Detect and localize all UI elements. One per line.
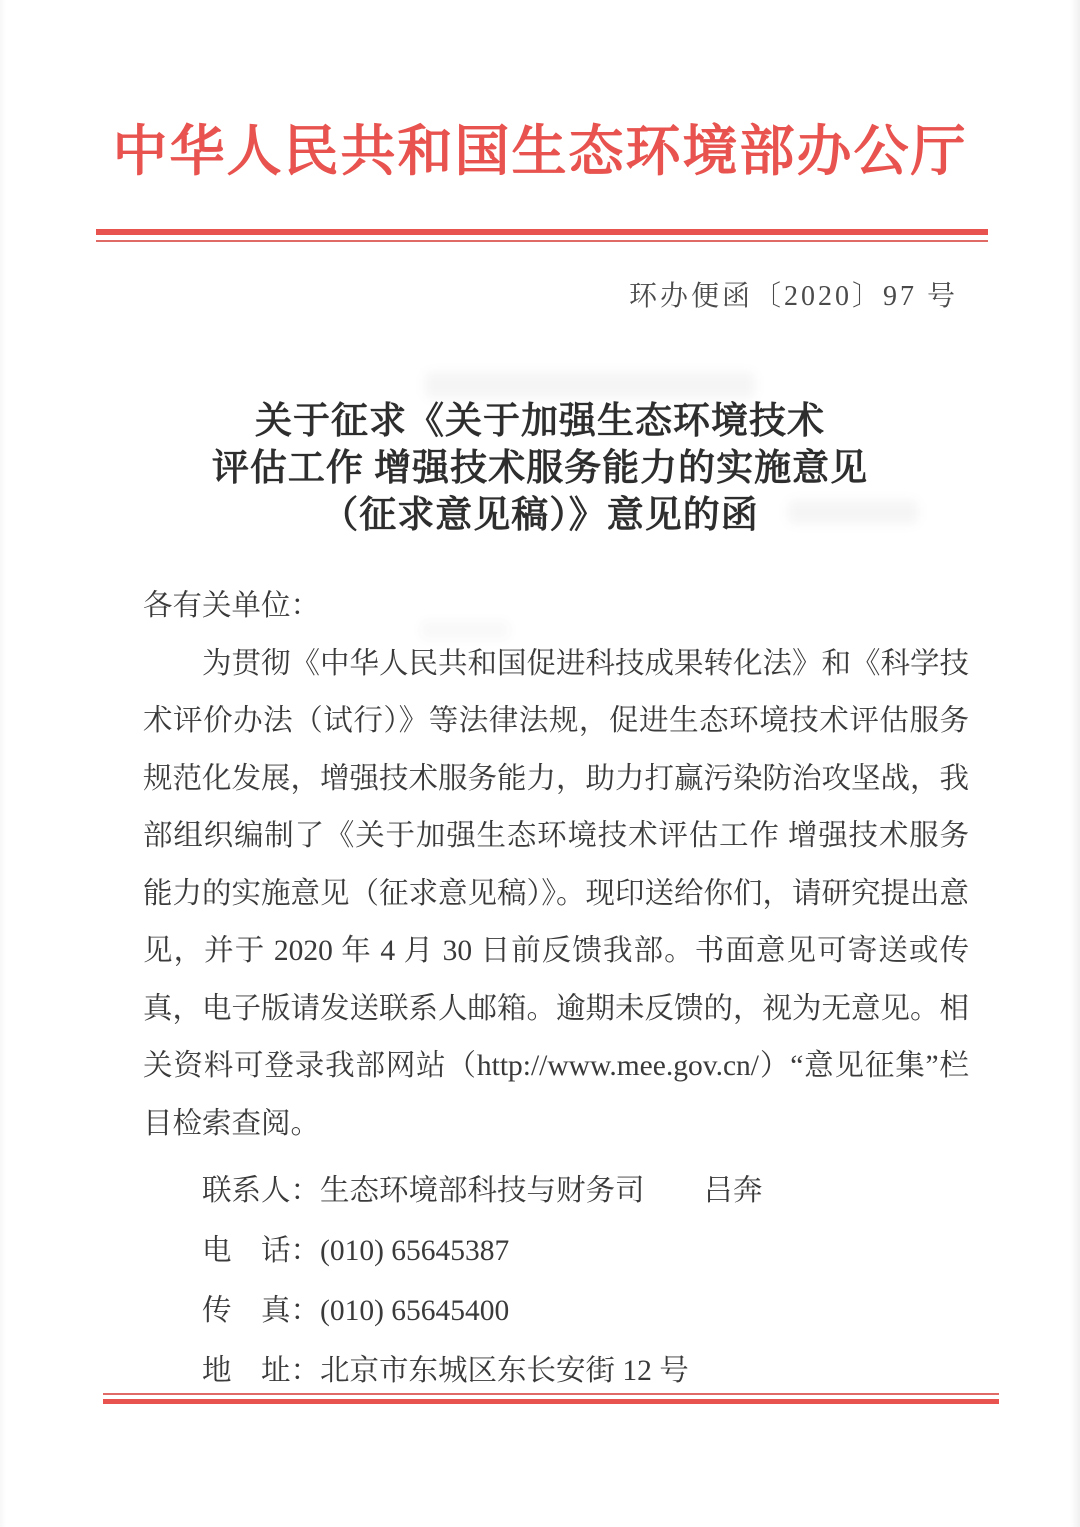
scan-edge-shading-right: [1070, 0, 1080, 1527]
document-reference-number: 环办便函〔2020〕97 号: [628, 281, 958, 312]
address-label: 地 址：: [202, 1355, 321, 1387]
document-title-line1: 关于征求《关于加强生态环境技术: [255, 401, 825, 442]
document-title-line2: 评估工作 增强技术服务能力的实施意见: [211, 448, 869, 489]
fax-line: [143, 1281, 969, 1341]
contact-info-block: [143, 1161, 969, 1401]
document-title: [0, 398, 1080, 539]
address-value: 北京市东城区东长安街 12 号: [320, 1355, 689, 1387]
letterhead-separator: [96, 229, 988, 242]
document-title-line3: （征求意见稿）》意见的函: [321, 495, 759, 536]
scan-edge-shading-left: [0, 0, 6, 1527]
fax-value: (010) 65645400: [320, 1295, 510, 1327]
phone-line: [143, 1221, 969, 1281]
salutation: 各有关单位：: [143, 590, 321, 622]
letterhead-org-name: 中华人民共和国生态环境部办公厅: [112, 121, 968, 182]
contact-person-value: 生态环境部科技与财务司 吕奔: [320, 1175, 763, 1207]
footer-separator: [103, 1393, 999, 1404]
separator-thick-line: [103, 1399, 999, 1404]
contact-person-label: 联系人：: [202, 1175, 321, 1207]
phone-label: 电 话：: [202, 1235, 321, 1267]
main-paragraph: 为贯彻《中华人民共和国促进科技成果转化法》和《科学技术评价办法（试行）》等法律法规，促进生态环境技术评估服务规范化发展，增强技术服务能力，助力打赢污染防治攻坚战，我部组织编制了《关于加强生态环境技术评估工作 增强技术服务能力的实施意见（征求意见稿）》。现印送给你们，请研究提出意见，并于 2020 年 4 月 30 日前反馈我部。书面意见可寄送或传真，电子版请发送联系人邮箱。逾期未反馈的，视为无意见。相关资料可登录我部网站（http://www.mee.gov.cn/）“意见征集”栏目检索查阅。: [143, 647, 970, 1140]
letter-body: [143, 578, 969, 1401]
phone-value: (010) 65645387: [320, 1235, 510, 1267]
contact-person-line: [143, 1161, 969, 1221]
address-line: [143, 1341, 969, 1401]
scan-artifact: [425, 372, 755, 398]
separator-thin-line: [96, 240, 988, 242]
fax-label: 传 真：: [202, 1295, 321, 1327]
